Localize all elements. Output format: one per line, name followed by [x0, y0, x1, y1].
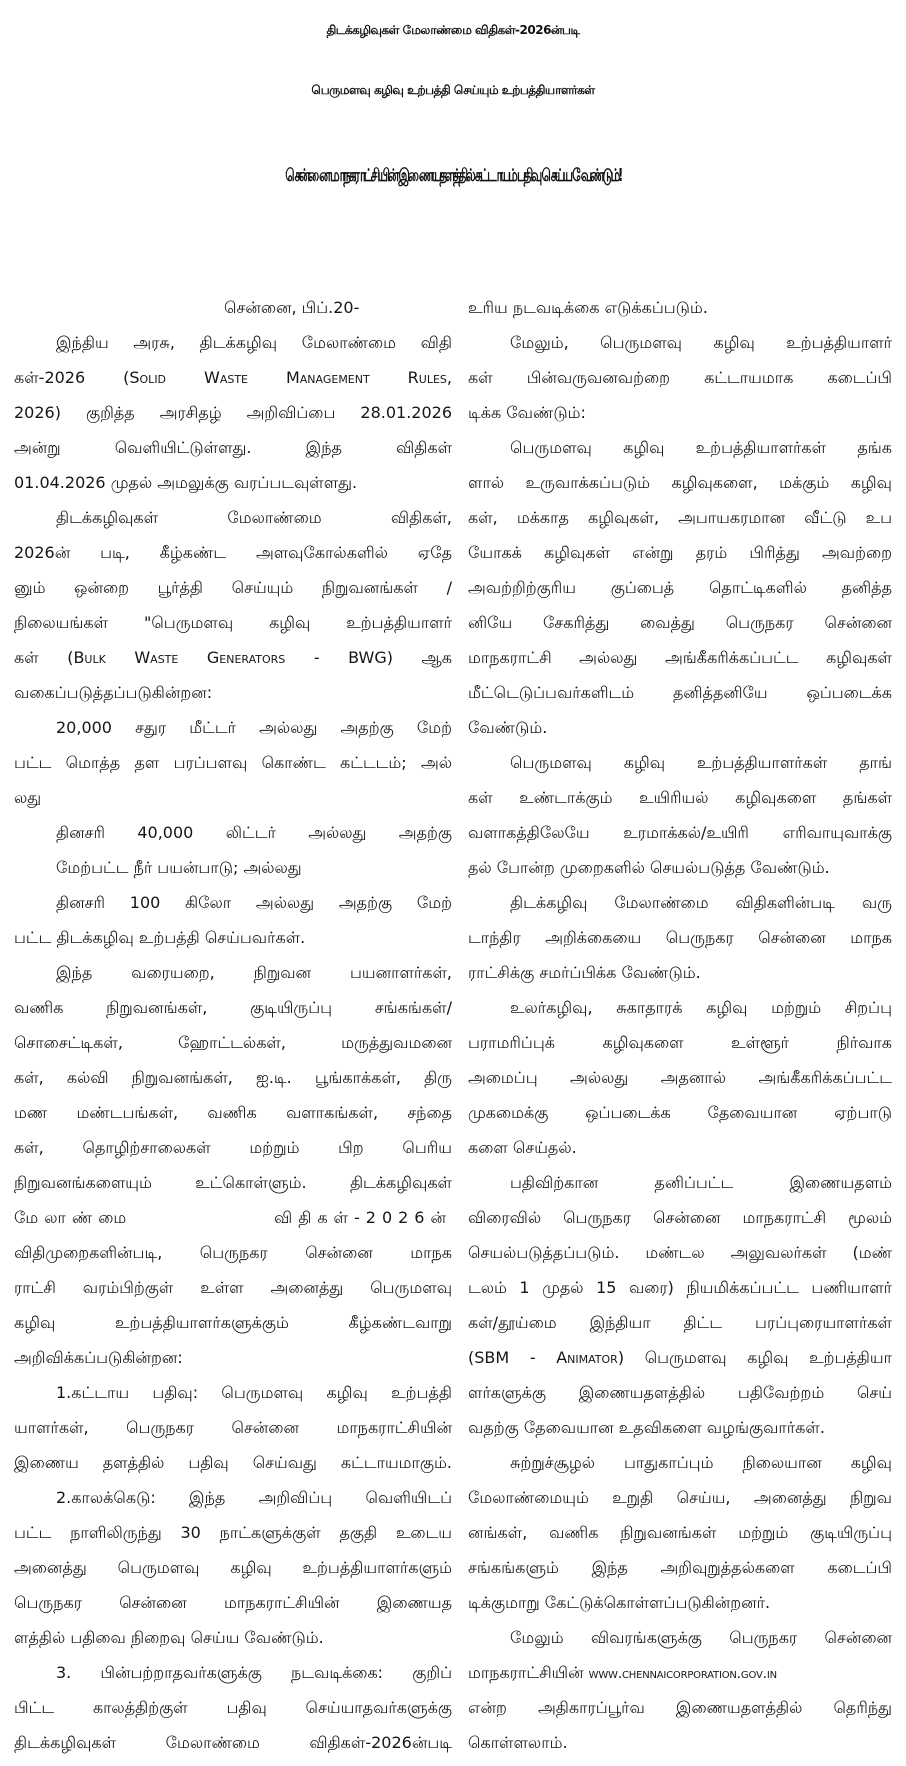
- article-line: பட்ட திடக்கழிவு உற்பத்தி செய்பவர்கள்.: [14, 928, 306, 947]
- article-line: உலர்கழிவு, சுகாதாரக் கழிவு மற்றும் சிறப்பு: [510, 998, 892, 1017]
- headline-line-1: திடக்கழிவுகள் மேலாண்மை விதிகள்-2026ன்படி: [326, 23, 580, 37]
- article-line: 20,000 சதுர மீட்டர் அல்லது அதற்கு மேற்: [56, 718, 452, 737]
- article-line: மேலாண்மையும் உறுதி செய்ய, அனைத்து நிறுவ: [468, 1488, 892, 1507]
- article-line: மாநகராட்சி அல்லது அங்கீகரிக்கப்பட்ட கழிவுகள்: [468, 648, 892, 667]
- article-line: சொசைட்டிகள், ஹோட்டல்கள், மருத்துவமனை: [14, 1033, 452, 1052]
- article-line: லது: [14, 788, 42, 807]
- article-line: கள் பின்வருவனவற்றை கட்டாயமாக கடைப்பி: [468, 368, 892, 387]
- article-line: விதிமுறைகளின்படி, பெருநகர சென்னை மாநக: [14, 1243, 452, 1262]
- article-line: என்ற அதிகாரப்பூர்வ இணையதளத்தில் தெரிந்து: [468, 1698, 892, 1717]
- article-line: திடக்கழிவு மேலாண்மை விதிகளின்படி வரு: [510, 893, 892, 912]
- article-line: பராமரிப்புக் கழிவுகளை உள்ளூர் நிர்வாக: [468, 1033, 892, 1052]
- article-line: இந்திய அரசு, திடக்கழிவு மேலாண்மை விதி: [56, 333, 452, 352]
- article-line: இணைய தளத்தில் பதிவு செய்வது கட்டாயமாகும்.: [14, 1453, 452, 1472]
- article-line: கள்-2026 (Solid Waste Management Rules,: [14, 368, 452, 387]
- article-line: தினசரி 40,000 லிட்டர் அல்லது அதற்கு: [56, 823, 452, 842]
- article-line: பதிவிற்கான தனிப்பட்ட இணையதளம்: [510, 1173, 892, 1192]
- article-right-column: [468, 290, 892, 1758]
- article-line: கள், கல்வி நிறுவனங்கள், ஐ.டி. பூங்காக்கள், திரு: [14, 1068, 452, 1087]
- article-line: வணிக நிறுவனங்கள், குடியிருப்பு சங்கங்கள்/: [14, 998, 452, 1017]
- article-line: 1.கட்டாய பதிவு: பெருமளவு கழிவு உற்பத்தி: [56, 1383, 452, 1402]
- article-line: 2026ன் படி, கீழ்கண்ட அளவுகோல்களில் ஏதே: [14, 543, 452, 562]
- article-line: கள் (Bulk Waste Generators - BWG) ஆக: [14, 648, 452, 667]
- article-line: சங்கங்களும் இந்த அறிவுறுத்தல்களை கடைப்பி: [468, 1558, 892, 1577]
- article-line: பட்ட நாளிலிருந்து 30 நாட்களுக்குள் தகுதி உடைய: [14, 1523, 452, 1542]
- article-line: விரைவில் பெருநகர சென்னை மாநகராட்சி மூலம்: [468, 1208, 892, 1227]
- article-line: ராட்சி வரம்பிற்குள் உள்ள அனைத்து பெருமளவு: [14, 1278, 452, 1297]
- article-line: மேலாண்மை விதிகள்-2026ன்: [14, 1208, 452, 1227]
- article-line: மண மண்டபங்கள், வணிக வளாகங்கள், சந்தை: [14, 1103, 452, 1122]
- article-line: டிக்க வேண்டும்:: [468, 403, 586, 422]
- article-line: கழிவு உற்பத்தியாளர்களுக்கும் கீழ்கண்டவாறு: [14, 1313, 452, 1332]
- article-line: திடக்கழிவுகள் மேலாண்மை விதிகள்,: [56, 508, 452, 527]
- article-line: டாந்திர அறிக்கையை பெருநகர சென்னை மாநக: [468, 928, 892, 947]
- article-line: பெருமளவு கழிவு உற்பத்தியாளர்கள் தங்க: [510, 438, 892, 457]
- article-line: 2.காலக்கெடு: இந்த அறிவிப்பு வெளியிடப்: [56, 1488, 452, 1507]
- article-line: னும் ஒன்றை பூர்த்தி செய்யும் நிறுவனங்கள் /: [14, 578, 452, 597]
- article-line: ராட்சிக்கு சமர்ப்பிக்க வேண்டும்.: [468, 963, 701, 982]
- article-line: உரிய நடவடிக்கை எடுக்கப்படும்.: [468, 298, 708, 317]
- article-line: கள், மக்காத கழிவுகள், அபாயகரமான வீட்டு உப: [468, 508, 892, 527]
- article-line: சுற்றுச்சூழல் பாதுகாப்பும் நிலையான கழிவு: [510, 1453, 892, 1472]
- article-line: னியே சேகரித்து வைத்து பெருநகர சென்னை: [468, 613, 892, 632]
- article-line: அன்று வெளியிட்டுள்ளது. இந்த விதிகள்: [14, 438, 452, 457]
- article-line: தினசரி 100 கிலோ அல்லது அதற்கு மேற்: [56, 893, 452, 912]
- article-line: முகமைக்கு ஒப்படைக்க தேவையான ஏற்பாடு: [468, 1103, 892, 1122]
- article-line: ளால் உருவாக்கப்படும் கழிவுகளை, மக்கும் கழிவு: [468, 473, 892, 492]
- article-line: னங்கள், வணிக நிறுவனங்கள் மற்றும் குடியிருப்பு: [468, 1523, 892, 1542]
- article-line: டிக்குமாறு கேட்டுக்கொள்ளப்படுகின்றனர்.: [468, 1593, 771, 1612]
- article-line: வகைப்படுத்தப்படுகின்றன:: [14, 683, 213, 702]
- headline-line-3: சென்னை மாநகராட்சியின் இணையதளத்தில் கட்டாயம் பதிவு செய்ய வேண்டும்!: [285, 164, 621, 186]
- article-line: கள், தொழிற்சாலைகள் மற்றும் பிற பெரிய: [14, 1138, 452, 1157]
- article-line: வளாகத்திலேயே உரமாக்கல்/உயிரி எரிவாயுவாக்கு: [468, 823, 892, 842]
- article-line: செயல்படுத்தப்படும். மண்டல அலுவலர்கள் (மண்: [468, 1243, 892, 1262]
- article-line: அறிவிக்கப்படுகின்றன:: [14, 1348, 183, 1367]
- article-line: நிலையங்கள் "பெருமளவு கழிவு உற்பத்தியாளர்: [14, 613, 452, 632]
- article-line-with-url: [468, 1655, 892, 1690]
- article-left-column: [14, 290, 452, 1758]
- article-line: ளர்களுக்கு இணையதளத்தில் பதிவேற்றம் செய்: [468, 1383, 892, 1402]
- article-line: திடக்கழிவுகள் மேலாண்மை விதிகள்-2026ன்படி: [14, 1733, 452, 1752]
- website-link[interactable]: www.chennaicorporation.gov.in: [588, 1666, 777, 1682]
- article-line: களை செய்தல்.: [468, 1138, 577, 1157]
- article-line-text: மாநகராட்சியின்: [468, 1663, 584, 1682]
- article-line: 3. பின்பற்றாதவர்களுக்கு நடவடிக்கை: குறிப்: [56, 1663, 452, 1682]
- article-line: பெருநகர சென்னை மாநகராட்சியின் இணையத: [14, 1593, 452, 1612]
- headline-line-2: பெருமளவு கழிவு உற்பத்தி செய்யும் உற்பத்தியாளர்கள்: [311, 83, 595, 97]
- article-line: மேலும் விவரங்களுக்கு பெருநகர சென்னை: [510, 1628, 892, 1647]
- article-line: அவற்றிற்குரிய குப்பைத் தொட்டிகளில் தனித்த: [468, 578, 892, 597]
- article-line: கொள்ளலாம்.: [468, 1733, 568, 1752]
- article-line: வேண்டும்.: [468, 718, 548, 737]
- article-line: தல் போன்ற முறைகளில் செயல்படுத்த வேண்டும்.: [468, 858, 830, 877]
- article-line: வதற்கு தேவையான உதவிகளை வழங்குவார்கள்.: [468, 1418, 825, 1437]
- article-line: அமைப்பு அல்லது அதனால் அங்கீகரிக்கப்பட்ட: [468, 1068, 892, 1087]
- article-line: பெருமளவு கழிவு உற்பத்தியாளர்கள் தாங்: [510, 753, 892, 772]
- article-line: சென்னை, பிப்.20-: [224, 298, 360, 317]
- article-line: இந்த வரையறை, நிறுவன பயனாளர்கள்,: [56, 963, 452, 982]
- article-line: பிட்ட காலத்திற்குள் பதிவு செய்யாதவர்களுக்கு: [14, 1698, 452, 1717]
- article-line: கள்/தூய்மை இந்தியா திட்ட பரப்புரையாளர்கள்: [468, 1313, 892, 1332]
- article-line: டலம் 1 முதல் 15 வரை) நியமிக்கப்பட்ட பணியாளர்: [468, 1278, 892, 1297]
- article-line: 01.04.2026 முதல் அமலுக்கு வரப்படவுள்ளது.: [14, 473, 358, 492]
- article-line: (SBM - Animator) பெருமளவு கழிவு உற்பத்தியா: [468, 1348, 892, 1367]
- article-line: அனைத்து பெருமளவு கழிவு உற்பத்தியாளர்களும்: [14, 1558, 452, 1577]
- article-line: 2026) குறித்த அரசிதழ் அறிவிப்பை 28.01.2026: [14, 403, 452, 422]
- article-line: மேலும், பெருமளவு கழிவு உற்பத்தியாளர்: [510, 333, 892, 352]
- article-line: பட்ட மொத்த தள பரப்பளவு கொண்ட கட்டடம்; அல்: [14, 753, 452, 772]
- article-line: ளத்தில் பதிவை நிறைவு செய்ய வேண்டும்.: [14, 1628, 324, 1647]
- article-line: யாளர்கள், பெருநகர சென்னை மாநகராட்சியின்: [14, 1418, 452, 1437]
- article-line: யோகக் கழிவுகள் என்று தரம் பிரித்து அவற்றை: [468, 543, 892, 562]
- article-line: மீட்டெடுப்பவர்களிடம் தனித்தனியே ஒப்படைக்க: [468, 683, 892, 702]
- article-line: மேற்பட்ட நீர் பயன்பாடு; அல்லது: [56, 858, 302, 877]
- article-line: நிறுவனங்களையும் உட்கொள்ளும். திடக்கழிவுகள்: [14, 1173, 452, 1192]
- article-line: கள் உண்டாக்கும் உயிரியல் கழிவுகளை தங்கள்: [468, 788, 892, 807]
